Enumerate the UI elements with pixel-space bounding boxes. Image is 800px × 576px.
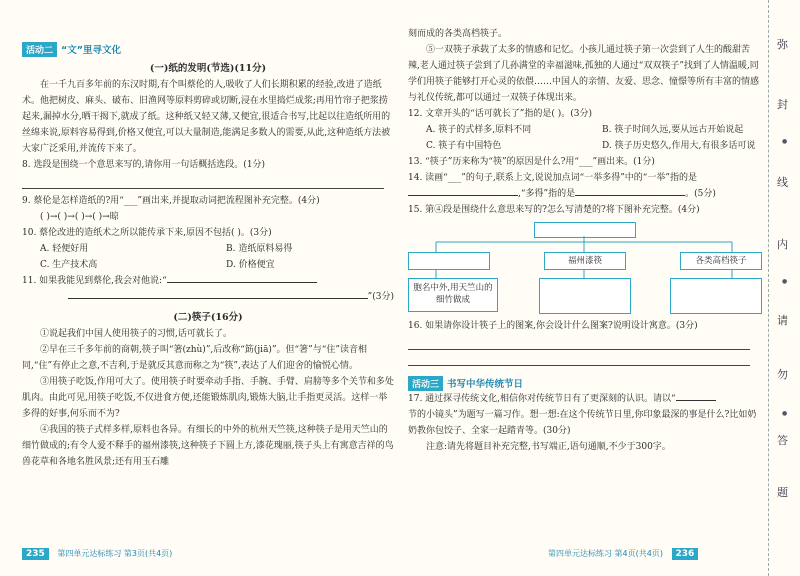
page-number: 235	[22, 548, 49, 560]
structure-diagram	[408, 222, 760, 314]
question-14: 14. 读画“___”的句子,联系上文,说说加点词“一举多得”中的“一举”指的是	[408, 173, 698, 183]
passage1: 在一千九百多年前的东汉时期,有个叫蔡伦的人,吸收了人们长期积累的经验,改进了造纸术。他把树皮、麻头、破布、旧渔网等原料剪碎或切断,浸在水里捣烂成浆;再用竹帘子把浆捞起来,漏掉水分,晒干揭下,就成了纸。这种纸又轻又薄,又便宜,很适合书写,比起以往造纸所用的丝绵来说,原料容易得到,价格又便宜,可以大量制造,能满足多数人的需要,从此,这种造纸方法被大家广泛采用,并流传下来了。	[22, 80, 391, 154]
paragraph-2: ②早在三千多年前的商朝,筷子叫“箸(zhù)”,后改称“筯(jiā)”。但“箸”与“住”读音相同,“住”有停止之意,不吉利,于是就反其意而称之为“筷”,表达了人们迎舍的愉悦心情。	[22, 345, 367, 371]
paragraph-4: ④我国的筷子式样多样,原料也各异。有细长的中外的杭州天竺筷,这种筷子是用天竺山的细竹做成的;有令人爱不释手的福州漆筷,这种筷子下圆上方,漆花瑰丽,筷子头上有寓意吉祥的鸟兽花草和各地名胜风景;还有用玉石雕	[22, 425, 394, 467]
seal-dot: ●	[782, 138, 788, 145]
activity-title: 书写中华传统节日	[447, 379, 524, 390]
left-page	[22, 0, 394, 559]
seal-char: 封	[777, 98, 788, 111]
options-12	[408, 122, 760, 154]
question-17-body: 节的小镜头”为题写一篇习作。想一想:在这个传统节日里,你印象最深的事是什么?比如奶奶教你包饺子、全家一起踏青等。(30分)	[408, 410, 757, 436]
question-9: 9. 蔡伦是怎样造纸的?用“___”画出来,并提取动词把流程图补充完整。(4分)	[22, 196, 320, 206]
option-b[interactable]: B. 造纸原料易得	[226, 244, 293, 254]
activity3-header	[408, 372, 760, 391]
flow-chart[interactable]: ( )→( )→( )→( )→晾	[40, 212, 119, 222]
seal-dot: ●	[782, 410, 788, 417]
answer-line-16b[interactable]	[408, 350, 750, 366]
seal-char: 勿	[777, 368, 788, 381]
seal-char: 内	[777, 238, 788, 251]
option-b[interactable]: B. 筷子时间久远,要从远古开始说起	[602, 125, 744, 135]
option-d[interactable]: D. 筷子历史悠久,作用大,有很多话可说	[602, 141, 756, 151]
footer-text: 第四单元达标练习 第3页(共4页)	[57, 549, 173, 558]
seal-char: 答	[777, 434, 788, 447]
answer-blank-11[interactable]	[167, 282, 317, 283]
diagram-mid-box-2: 福州漆筷	[544, 252, 626, 270]
paragraph-3: ③用筷子吃饭,作用可大了。使用筷子时要牵动手指、手腕、手臂、肩膀等多个关节和多处肌肉。由此可见,用筷子吃饭,不仅进食方便,还能锻炼肌肉,锻炼大脑,让手指更灵活。这样一举多得的好事,何乐而不为?	[22, 377, 394, 419]
seal-dot: ●	[782, 278, 788, 285]
activity-title: “文”里寻文化	[61, 45, 122, 56]
question-15: 15. 第④段是围绕什么意思来写的?怎么写清楚的?将下图补充完整。(4分)	[408, 205, 700, 215]
answer-blank-14a[interactable]	[408, 195, 518, 196]
continued-text: 刻而成的各类高档筷子。	[408, 29, 508, 39]
option-c[interactable]: C. 生产技术高	[40, 260, 98, 270]
question-10: 10. 蔡伦改进的造纸术之所以能传承下来,原因不包括( )。(3分)	[22, 228, 272, 238]
paragraph-1: ①说起我们中国人使用筷子的习惯,话可就长了。	[40, 329, 232, 339]
diagram-mid-box-3: 各类高档筷子	[680, 252, 762, 270]
activity-tag: 活动二	[22, 42, 57, 57]
answer-blank-14b[interactable]	[575, 195, 685, 196]
seal-line-strip	[768, 0, 800, 576]
activity-tag: 活动三	[408, 376, 443, 391]
question-17-note: 注意:请先将题目补充完整,书写端正,语句通顺,不少于300字。	[426, 442, 671, 452]
seal-char: 线	[777, 176, 788, 189]
section2-title: (二)筷子(16分)	[173, 312, 243, 323]
option-a[interactable]: A. 筷子的式样多,原料不同	[426, 125, 532, 135]
seal-char: 题	[777, 486, 788, 499]
activity2-header	[22, 38, 394, 57]
diagram-mid-box-1[interactable]	[408, 252, 490, 270]
paragraph-5: ⑤一双筷子承载了太多的情感和记忆。小孩儿通过筷子第一次尝到了人生的酸甜苦辣,老人通过筷子尝到了几孙满堂的幸福滋味,孤独的人通过“双双筷子”找到了人情温暖,同学们用筷子能够打开心灵的依偎……中国人的亲情、友爱、思念、憧憬等所有丰富的情感与礼仪传统,都可以通过一双筷子体现出来。	[408, 45, 760, 103]
option-d[interactable]: D. 价格便宜	[226, 260, 275, 270]
right-page	[408, 0, 760, 559]
footer-text: 第四单元达标练习 第4页(共4页)	[548, 549, 663, 558]
options-10	[22, 241, 394, 273]
seal-char: 弥	[777, 38, 788, 51]
question-11-end: ”(3分)	[22, 289, 394, 305]
question-11: 11. 如果我能见到蔡伦,我会对他说:“	[22, 273, 394, 289]
answer-blank-17[interactable]	[676, 400, 716, 401]
answer-line-16a[interactable]	[408, 334, 750, 350]
diagram-bottom-box-3[interactable]	[670, 278, 762, 314]
question-12: 12. 文章开头的“话可就长了”指的是( )。(3分)	[408, 109, 593, 119]
question-14-blanks: ,“多得”指的是 。(5分)	[408, 186, 760, 202]
question-16: 16. 如果请你设计筷子上的图案,你会设计什么图案?说明设计寓意。(3分)	[408, 321, 698, 331]
diagram-bottom-box-1: 胞名中外,用天竺山的细竹做成	[408, 278, 498, 312]
option-a[interactable]: A. 轻便好用	[40, 244, 89, 254]
seal-char: 请	[777, 314, 788, 327]
question-8: 8. 选段是围绕一个意思来写的,请你用一句话概括选段。(1分)	[22, 160, 266, 170]
question-17: 17. 通过探寻传统文化,相信你对传统节日有了更深刻的认识。请以“	[408, 391, 760, 407]
section1-title: (一)纸的发明(节选)(11分)	[149, 63, 267, 74]
page-number: 236	[672, 548, 699, 560]
answer-blank-11b[interactable]	[68, 298, 368, 299]
diagram-bottom-box-2[interactable]	[539, 278, 631, 314]
question-13: 13. “筷子”历来称为“筷”的原因是什么?用“___”画出来。(1分)	[408, 157, 655, 167]
option-c[interactable]: C. 筷子有中国特色	[426, 141, 502, 151]
answer-line-8[interactable]	[22, 173, 384, 189]
